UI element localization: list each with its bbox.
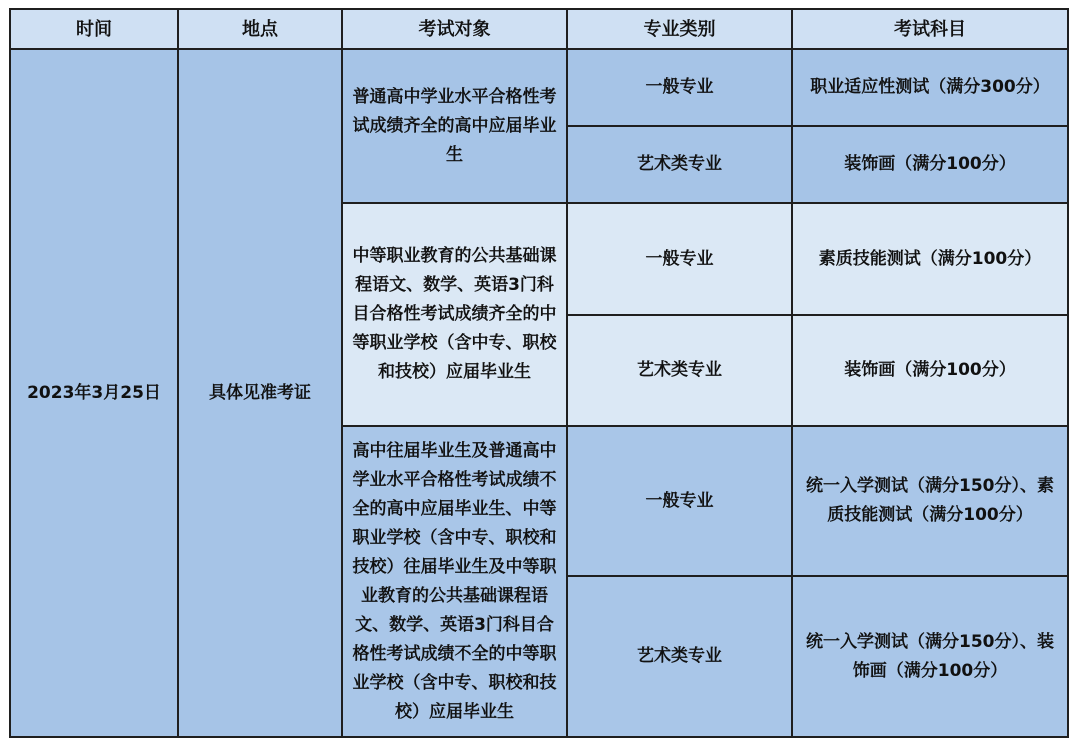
header-major-category: 专业类别	[568, 10, 793, 50]
category-1-2: 艺术类专业	[568, 127, 793, 204]
subject-1-2: 装饰画（满分100分）	[793, 127, 1067, 204]
exam-target-1: 普通高中学业水平合格性考试成绩齐全的高中应届毕业生	[343, 50, 568, 204]
exam-schedule-table	[9, 8, 1069, 738]
category-2-1: 一般专业	[568, 204, 793, 316]
header-location: 地点	[179, 10, 343, 50]
location-cell: 具体见准考证	[179, 50, 343, 736]
header-time: 时间	[11, 10, 179, 50]
subject-1-1: 职业适应性测试（满分300分）	[793, 50, 1067, 127]
category-3-1: 一般专业	[568, 427, 793, 577]
subject-3-1: 统一入学测试（满分150分）、素质技能测试（满分100分）	[793, 427, 1067, 577]
subject-3-2: 统一入学测试（满分150分）、装饰画（满分100分）	[793, 577, 1067, 736]
time-cell: 2023年3月25日	[11, 50, 179, 736]
category-2-2: 艺术类专业	[568, 316, 793, 427]
header-exam-target: 考试对象	[343, 10, 568, 50]
exam-target-3: 高中往届毕业生及普通高中学业水平合格性考试成绩不全的高中应届毕业生、中等职业学校（含中专、职校和技校）往届毕业生及中等职业教育的公共基础课程语文、数学、英语3门科目合格性考试成绩不全的中等职业学校（含中专、职校和技校）应届毕业生	[343, 427, 568, 736]
exam-target-2: 中等职业教育的公共基础课程语文、数学、英语3门科目合格性考试成绩齐全的中等职业学校（含中专、职校和技校）应届毕业生	[343, 204, 568, 427]
category-1-1: 一般专业	[568, 50, 793, 127]
header-exam-subject: 考试科目	[793, 10, 1067, 50]
subject-2-1: 素质技能测试（满分100分）	[793, 204, 1067, 316]
category-3-2: 艺术类专业	[568, 577, 793, 736]
subject-2-2: 装饰画（满分100分）	[793, 316, 1067, 427]
